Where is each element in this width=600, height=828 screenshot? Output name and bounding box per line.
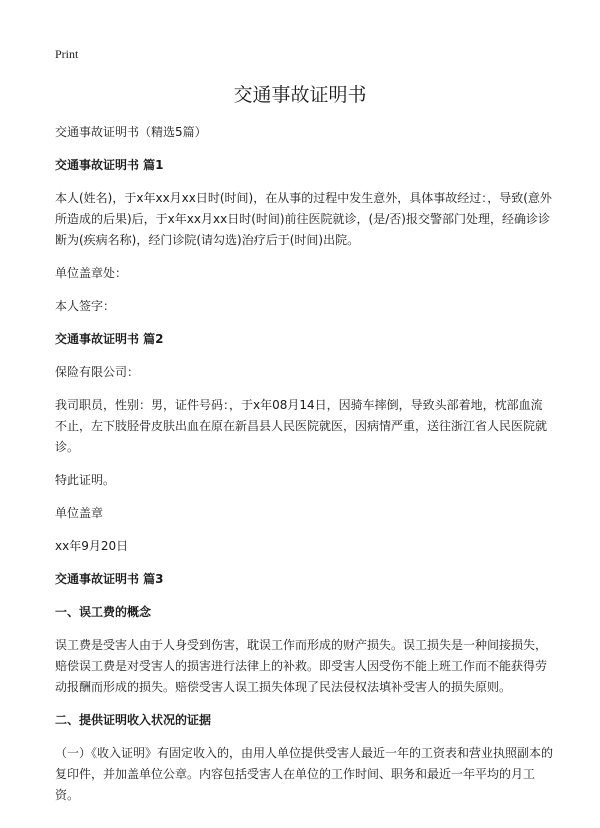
section-heading-1: 交通事故证明书 篇1 — [55, 158, 164, 172]
section-1-paragraph-2: 单位盖章处： — [55, 266, 128, 280]
document-body — [55, 122, 553, 818]
print-label: Print — [55, 47, 79, 61]
section-1-paragraph-3: 本人签字： — [55, 299, 116, 313]
section-2-paragraph-5: xx年9月20日 — [55, 539, 129, 553]
section-2-paragraph-2: 我司职员，性别：男，证件号码：，于x年08月14日，因骑车摔倒，导致头部着地，枕部血流不止，左下肢胫骨皮肤出血在原在新昌县人民医院就医，因病情严重，送往浙江省人民医院就诊。 — [55, 398, 548, 454]
section-1-paragraph-1: 本人(姓名)，于x年xx月xx日时(时间)，在从事的过程中发生意外，具体事故经过：，导致(意外所造成的后果)后，于x年xx月xx日时(时间)前往医院就诊，(是/否)报交警部门处理，经确诊诊断为(疾病名称)，经门诊院(请勾选)治疗后于(时间)出院。 — [55, 191, 552, 247]
document-title: 交通事故证明书 — [233, 84, 367, 106]
section-3-paragraph-2: （一）《收入证明》有固定收入的，由用人单位提供受害人最近一年的工资表和营业执照副本的复印件，并加盖单位公章。内容包括受害人在单位的工作时间、职务和最近一年平均的月工资。 — [55, 746, 554, 802]
section-2-paragraph-1: 保险有限公司： — [55, 365, 140, 379]
subheading-2: 二、提供证明收入状况的证据 — [55, 713, 212, 727]
section-heading-2: 交通事故证明书 篇2 — [55, 332, 164, 346]
section-3-paragraph-1: 误工费是受害人由于人身受到伤害，耽误工作而形成的财产损失。误工损失是一种间接损失，赔偿误工费是对受害人的损害进行法律上的补救。即受害人因受伤不能上班工作而不能获得劳动报酬而形成的损失。赔偿受害人误工损失体现了民法侵权法填补受害人的损失原则。 — [55, 638, 548, 694]
document-subtitle: 交通事故证明书（精选5篇） — [55, 125, 207, 139]
section-2-paragraph-4: 单位盖章 — [55, 506, 104, 520]
subheading-1: 一、误工费的概念 — [55, 605, 152, 619]
section-heading-3: 交通事故证明书 篇3 — [55, 572, 164, 586]
section-2-paragraph-3: 特此证明。 — [55, 473, 116, 487]
